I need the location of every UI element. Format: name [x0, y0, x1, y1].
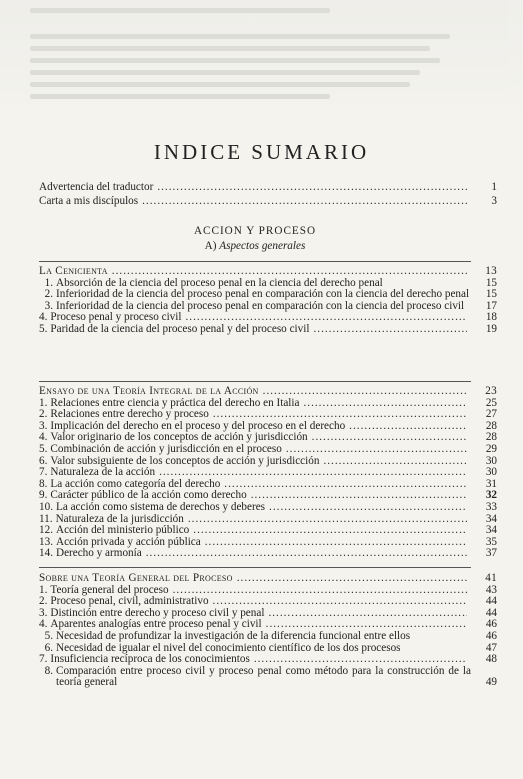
item-text: Relaciones entre derecho y proceso — [50, 408, 209, 421]
item-text: Aparentes analogías entre proceso penal y civil — [50, 618, 262, 631]
section-page: 41 — [485, 572, 497, 584]
entry-label: Carta a mis discípulos — [39, 194, 139, 207]
item-number: 12. — [39, 524, 53, 537]
item-text: Valor subsiguiente de los conceptos de acción y jurisdicción — [50, 454, 320, 467]
item-page: 30 — [485, 466, 497, 479]
part-subtitle-letter: A) — [204, 240, 217, 252]
item-page: 46 — [485, 618, 497, 631]
item-text: Proceso penal y proceso civil — [50, 311, 182, 324]
entry-page: 1 — [491, 181, 497, 193]
section-heading — [39, 265, 497, 278]
item-page: 48 — [485, 653, 497, 666]
section-heading — [39, 385, 497, 398]
item-number: 4. — [39, 311, 48, 324]
item-page: 32 — [485, 489, 497, 502]
list-item — [39, 322, 497, 336]
item-number: 7. — [39, 466, 48, 479]
show-through-bleed — [0, 0, 523, 120]
item-page: 27 — [485, 408, 497, 421]
section-heading — [39, 572, 497, 585]
item-text: Naturaleza de la acción — [50, 466, 156, 479]
item-number: 3. — [44, 299, 53, 312]
item-text: Insuficiencia recíproca de los conocimientos — [50, 653, 250, 666]
item-number: 1. — [39, 396, 48, 409]
part-subtitle — [39, 241, 471, 253]
item-page: 15 — [485, 288, 497, 301]
item-number: 6. — [44, 641, 53, 654]
toc-entry — [39, 181, 497, 194]
item-text: Carácter público de la acción como derecho — [50, 489, 247, 502]
item-text: Derecho y armonía — [55, 547, 142, 560]
item-text: Relaciones entre ciencia y práctica del derecho en Italia — [50, 396, 300, 409]
item-page: 28 — [485, 419, 497, 432]
item-text: Valor originario de los conceptos de acción y jurisdicción — [50, 431, 308, 444]
item-text: Inferioridad de la ciencia del proceso penal en comparación con la ciencia del derecho penal — [56, 288, 470, 301]
item-page: 18 — [485, 311, 497, 324]
item-number: 3. — [39, 606, 48, 619]
item-number: 1. — [44, 276, 53, 289]
section-cenicienta — [39, 265, 497, 336]
item-page: 34 — [485, 512, 497, 525]
section-page: 23 — [485, 385, 497, 397]
list-item — [39, 524, 497, 537]
item-number: 2. — [44, 288, 53, 301]
item-text: La acción como sistema de derechos y deberes — [55, 500, 266, 513]
item-text: Combinación de acción y jurisdicción en el proceso — [50, 442, 282, 455]
item-number: 11. — [39, 512, 53, 525]
item-number: 3. — [39, 419, 48, 432]
item-number: 8. — [39, 477, 48, 490]
item-text: Comparación entre proceso civil y proceso penal como método para la construcción de la teoría general — [56, 664, 471, 689]
item-text: Distinción entre derecho y proceso civil y penal — [50, 606, 265, 619]
entry-page: 3 — [491, 194, 497, 207]
item-number: 10. — [39, 500, 53, 513]
item-page: 44 — [485, 595, 497, 608]
section-divider — [39, 567, 471, 568]
item-number: 4. — [39, 431, 48, 444]
section-divider — [39, 261, 471, 262]
item-page: 46 — [485, 629, 497, 642]
item-page: 17 — [485, 299, 497, 312]
entry-label: Advertencia del traductor — [39, 181, 154, 193]
item-page: 29 — [485, 442, 497, 455]
item-page: 28 — [485, 431, 497, 444]
item-number: 6. — [39, 454, 48, 467]
item-number: 7. — [39, 653, 48, 666]
item-number: 13. — [39, 535, 53, 548]
section-teoria-general — [39, 572, 497, 689]
list-item — [39, 442, 497, 456]
item-text: Inferioridad de la ciencia del proceso penal en comparación con la ciencia del proceso civil — [56, 299, 465, 312]
front-matter — [39, 181, 497, 207]
item-page: 34 — [485, 524, 497, 537]
item-page: 37 — [485, 547, 497, 560]
item-page: 43 — [485, 583, 497, 596]
page-title: INDICE SUMARIO — [153, 140, 370, 164]
section-heading-text: Sobre una Teoría General del Proceso — [39, 572, 233, 584]
item-text: Necesidad de profundizar la investigación de la diferencia funcional entre ellos — [56, 629, 411, 642]
item-number: 8. — [44, 664, 53, 677]
item-page: 19 — [485, 322, 497, 335]
item-text: Teoría general del proceso — [50, 583, 169, 596]
item-page: 49 — [485, 676, 497, 689]
item-page: 15 — [485, 276, 497, 289]
section-divider — [39, 381, 471, 382]
section-teoria-integral — [39, 385, 497, 560]
item-number: 4. — [39, 618, 48, 631]
item-page: 44 — [485, 606, 497, 619]
item-text: La acción como categoría del derecho — [50, 477, 221, 490]
item-number: 5. — [44, 629, 53, 642]
item-number: 1. — [39, 583, 48, 596]
section-page: 13 — [485, 265, 497, 277]
list-item — [39, 500, 497, 514]
list-item — [39, 664, 497, 689]
list-item — [39, 653, 497, 666]
list-item — [39, 629, 497, 643]
item-text: Paridad de la ciencia del proceso penal y del proceso civil — [50, 322, 310, 335]
part-title: ACCION Y PROCESO — [193, 225, 317, 237]
list-item — [39, 466, 497, 479]
item-page: 25 — [485, 396, 497, 409]
item-number: 5. — [39, 442, 48, 455]
section-heading-text: La Cenicienta — [39, 265, 108, 277]
item-text: Necesidad de igualar el nivel del conocimiento científico de los dos procesos — [56, 641, 401, 654]
item-text: Proceso penal, civil, administrativo — [50, 595, 209, 608]
item-text: Absorción de la ciencia del proceso penal en la ciencia del derecho penal — [56, 276, 383, 289]
list-item — [39, 547, 497, 560]
item-text: Naturaleza de la jurisdicción — [55, 512, 184, 525]
item-text: Implicación del derecho en el proceso y del proceso en el derecho — [50, 419, 346, 432]
item-number: 9. — [39, 489, 48, 502]
item-number: 2. — [39, 595, 48, 608]
section-heading-text: Ensayo de una Teoría Integral de la Acción — [39, 385, 259, 397]
item-page: 33 — [485, 500, 497, 513]
item-number: 5. — [39, 322, 48, 335]
item-page: 30 — [485, 454, 497, 467]
item-text: Acción del ministerio público — [55, 524, 190, 537]
toc-entry — [39, 194, 497, 208]
item-number: 2. — [39, 408, 48, 421]
item-page: 47 — [485, 641, 497, 654]
item-number: 14. — [39, 547, 53, 560]
item-page: 35 — [485, 535, 497, 548]
part-subtitle-text: Aspectos generales — [219, 240, 306, 252]
item-page: 31 — [485, 477, 497, 490]
item-text: Acción privada y acción pública — [55, 535, 201, 548]
